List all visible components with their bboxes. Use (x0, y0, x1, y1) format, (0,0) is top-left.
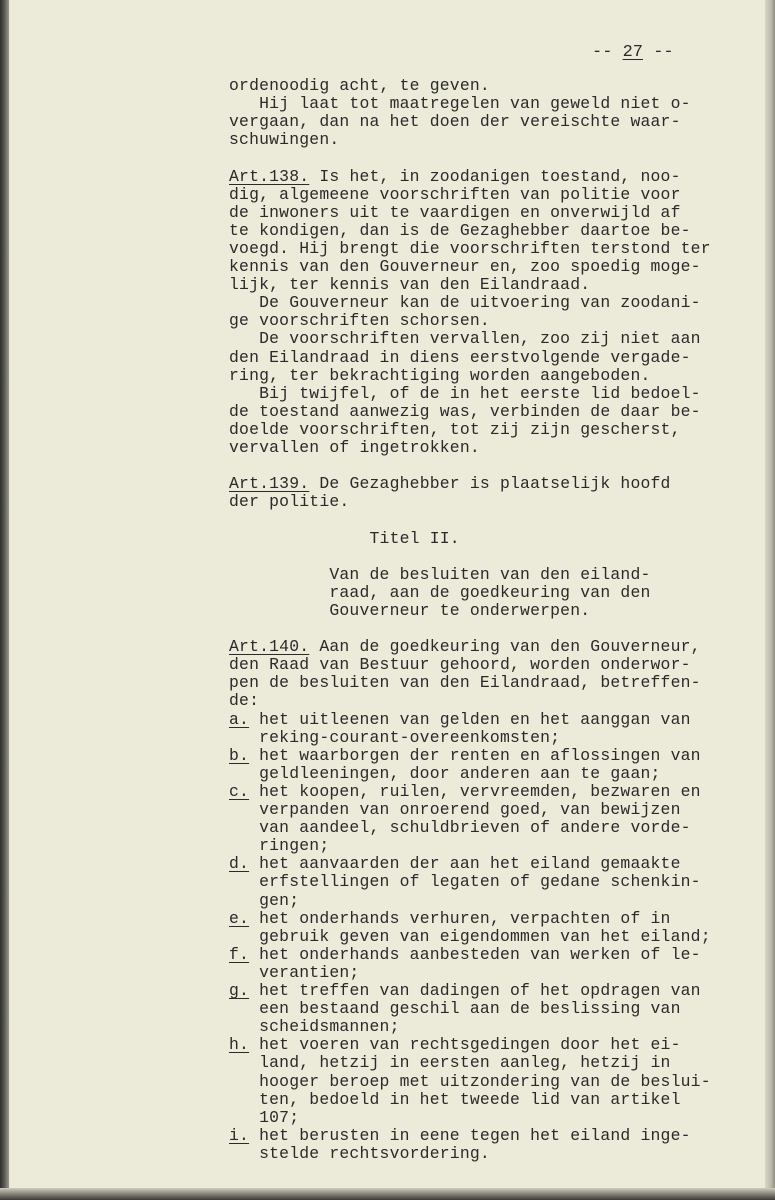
line-text: een bestaand geschil aan de beslissing van (229, 999, 681, 1019)
article-label: h. (229, 1035, 250, 1055)
line-text: ge voorschriften schorsen. (229, 311, 490, 331)
text-line (229, 1073, 711, 1091)
line-text: het treffen van dadingen of het opdragen van (249, 981, 701, 1000)
article-label: i. (229, 1125, 250, 1145)
line-text: doelde voorschriften, tot zij zijn gescherst, (229, 419, 681, 439)
text-line (229, 892, 299, 910)
text-line (229, 312, 490, 330)
labeled-text-line (229, 783, 701, 801)
line-text: ringen; (229, 836, 330, 856)
line-text: Bij twijfel, of de in het eerste lid bedoel- (229, 383, 701, 403)
line-text: De Gezaghebber is plaatselijk hoofd (309, 474, 671, 494)
line-text: het waarborgen der renten en aflossingen van (249, 745, 701, 765)
text-line (229, 584, 651, 602)
line-text: raad, aan de goedkeuring van den (229, 582, 651, 602)
line-text: Gouverneur te onderwerpen. (229, 600, 591, 620)
article-label: a. (229, 709, 250, 729)
labeled-text-line (229, 910, 671, 928)
line-text: der politie. (229, 492, 350, 512)
text-line (229, 765, 661, 783)
line-text: het koopen, ruilen, vervreemden, bezwaren en (249, 781, 701, 801)
text-line (229, 928, 711, 946)
text-line (229, 113, 681, 131)
text-line (229, 873, 701, 891)
page-number: -- 27 -- (592, 43, 674, 62)
page-right-edge (765, 0, 775, 1200)
line-text: Hij laat tot maatregelen van geweld niet o- (229, 94, 691, 114)
article-label: g. (229, 981, 250, 1000)
line-text: gen; (229, 890, 300, 910)
line-text: vergaan, dan na het doen der vereischte waar- (229, 112, 681, 132)
line-text: lijk, ter kennis van den Eilandraad. (229, 275, 591, 295)
text-line (229, 131, 339, 149)
text-line (229, 204, 681, 222)
line-text: scheidsmannen; (229, 1017, 400, 1037)
line-text: Van de besluiten van den eiland- (229, 564, 651, 584)
text-line (229, 837, 329, 855)
text-line (229, 1091, 681, 1109)
text-line (229, 819, 691, 837)
text-line (229, 1109, 299, 1127)
article-label: b. (229, 745, 250, 765)
labeled-text-line (229, 982, 701, 1000)
text-line (229, 385, 701, 403)
line-text: vervallen of ingetrokken. (229, 438, 480, 457)
labeled-text-line (229, 1127, 691, 1145)
line-text: geldleeningen, door anderen aan te gaan; (229, 763, 661, 783)
page-bottom-edge (0, 1188, 775, 1200)
line-text: van aandeel, schuldbrieven of andere vorde- (229, 818, 691, 838)
line-text: hooger beroep met uitzondering van de beslui- (229, 1071, 711, 1091)
line-text: de toestand aanwezig was, verbinden de daar be- (229, 401, 701, 421)
line-text: Is het, in zoodanigen toestand, noo- (309, 166, 681, 186)
text-line (229, 403, 701, 421)
line-text: het berusten in eene tegen het eiland inge- (249, 1125, 691, 1145)
article-label: Art.140. (229, 637, 310, 657)
article-label: c. (229, 781, 250, 801)
labeled-text-line (229, 747, 701, 765)
line-text: de inwoners uit te vaardigen en onverwijld af (229, 202, 681, 222)
article-label: e. (229, 908, 250, 928)
labeled-text-line (229, 711, 691, 729)
text-line (229, 294, 701, 312)
article-label: f. (229, 944, 250, 964)
article-label: Art.138. (229, 166, 310, 186)
labeled-text-line (229, 1036, 681, 1054)
line-text: ordenoodig acht, te geven. (229, 76, 490, 95)
labeled-text-line (229, 638, 701, 656)
text-line (229, 222, 691, 240)
text-line (229, 692, 259, 710)
text-line (229, 330, 701, 348)
text-line (229, 964, 359, 982)
text-line (229, 367, 651, 385)
text-line (229, 729, 560, 747)
line-text: verantien; (229, 962, 360, 982)
line-text: reking-courant-overeenkomsten; (229, 727, 561, 747)
line-text: De voorschriften vervallen, zoo zij niet aan (229, 329, 701, 349)
line-text: schuwingen. (229, 130, 340, 150)
text-line (229, 421, 681, 439)
text-line (229, 276, 590, 294)
text-line (229, 602, 590, 620)
text-line (229, 240, 711, 258)
text-line (229, 674, 701, 692)
text-line (229, 801, 681, 819)
line-text: land, hetzij in eersten aanleg, hetzij in (229, 1053, 671, 1073)
line-text: verpanden van onroerend goed, van bewijzen (229, 800, 681, 819)
page-number-value: 27 (622, 43, 644, 62)
line-text: voegd. Hij brengt die voorschriften terstond ter (229, 238, 711, 258)
text-line (229, 95, 691, 113)
line-text: pen de besluiten van den Eilandraad, betreffen- (229, 673, 701, 693)
text-line (229, 77, 490, 95)
line-text: stelde rechtsvordering. (229, 1143, 490, 1163)
text-line (229, 1000, 681, 1018)
text-line (229, 186, 681, 204)
text-line (229, 530, 460, 548)
labeled-text-line (229, 168, 681, 186)
line-text: het aanvaarden der aan het eiland gemaakte (249, 854, 681, 874)
text-line (229, 258, 701, 276)
text-line (229, 1054, 671, 1072)
labeled-text-line (229, 475, 671, 493)
text-line (229, 439, 480, 457)
binding-spine (0, 0, 9, 1200)
line-text: het onderhands verhuren, verpachten of in (249, 908, 671, 928)
text-line (229, 566, 651, 584)
labeled-text-line (229, 946, 701, 964)
line-text: De Gouverneur kan de uitvoering van zoodani- (229, 293, 701, 313)
line-text: erfstellingen of legaten of gedane schenkin- (229, 872, 701, 892)
line-text: gebruik geven van eigendommen van het eiland; (229, 926, 711, 946)
line-text: Titel II. (229, 528, 460, 548)
line-text: het voeren van rechtsgedingen door het ei- (249, 1035, 681, 1055)
line-text: den Raad van Bestuur gehoord, worden onderwor- (229, 655, 691, 675)
labeled-text-line (229, 855, 681, 873)
line-text: het uitleenen van gelden en het aanggan van (249, 709, 691, 729)
article-label: d. (229, 854, 250, 874)
line-text: den Eilandraad in diens eerstvolgende vergade- (229, 347, 691, 367)
text-line (229, 493, 349, 511)
line-text: 107; (229, 1107, 300, 1127)
line-text: het onderhands aanbesteden van werken of le- (249, 944, 701, 964)
article-label: Art.139. (229, 474, 310, 494)
line-text: de: (229, 691, 260, 711)
line-text: dig, algemeene voorschriften van politie voor (229, 184, 681, 204)
line-text: ring, ter bekrachtiging worden aangeboden. (229, 365, 651, 385)
text-line (229, 349, 691, 367)
text-line (229, 1018, 400, 1036)
line-text: kennis van den Gouverneur en, zoo spoedig moge- (229, 257, 701, 276)
line-text: te kondigen, dan is de Gezaghebber daartoe be- (229, 220, 691, 240)
line-text: ten, bedoeld in het tweede lid van artikel (229, 1089, 681, 1109)
text-line (229, 656, 691, 674)
text-line (229, 1145, 490, 1163)
line-text: Aan de goedkeuring van den Gouverneur, (309, 637, 701, 657)
